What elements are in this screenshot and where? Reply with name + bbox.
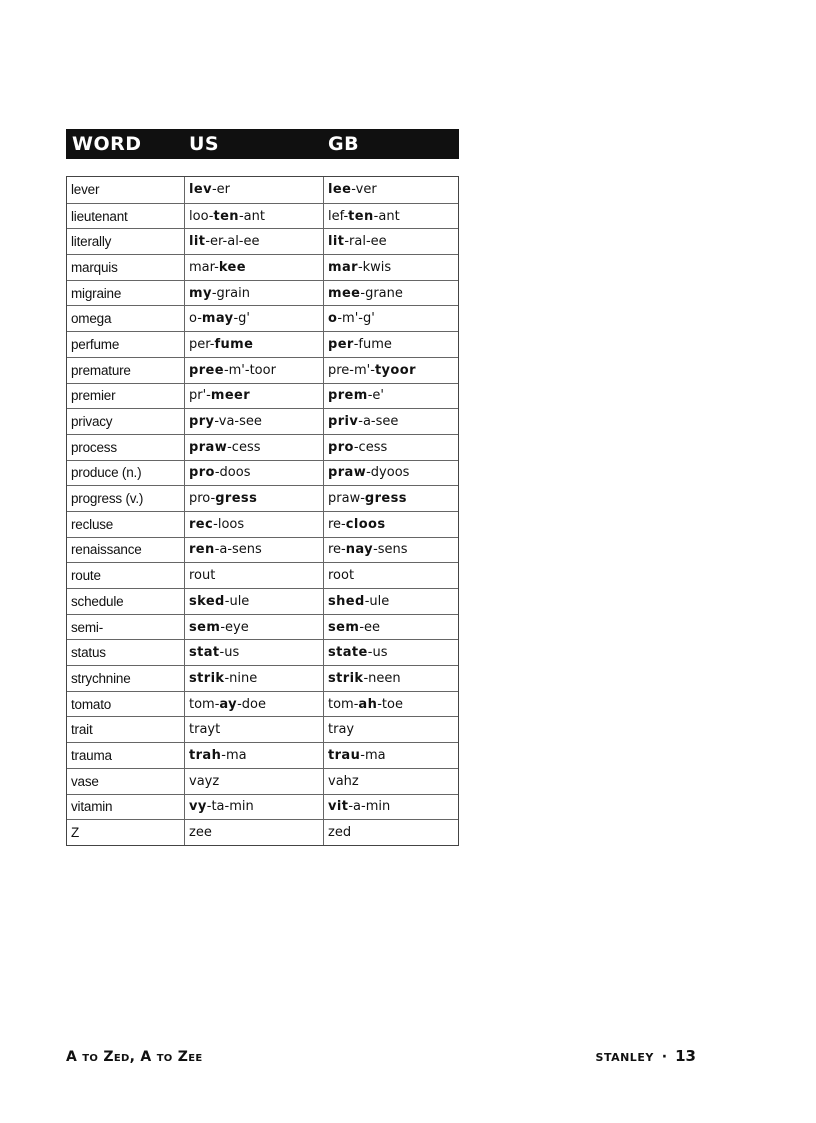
us-suffix: -eye: [220, 619, 249, 635]
gb-pronunciation-cell: [323, 204, 460, 229]
table-row: [67, 562, 458, 588]
us-suffix: -grain: [211, 285, 250, 301]
word-cell: produce (n.): [71, 465, 142, 481]
gb-suffix: -ule: [364, 593, 390, 609]
gb-stress: lit: [328, 234, 345, 250]
us-suffix: -er-al-ee: [205, 234, 260, 250]
table-row: [67, 331, 458, 357]
us-pronunciation-cell: [184, 563, 323, 588]
us-suffix: -us: [219, 645, 240, 661]
us-pronunciation-cell: [184, 281, 323, 306]
gb-stress: per: [328, 336, 354, 352]
table-row: [67, 768, 458, 794]
us-pronunciation-cell: [184, 486, 323, 511]
us-suffix: -doe: [237, 696, 266, 712]
us-pronunciation-cell: [184, 692, 323, 717]
us-stress: may: [201, 311, 234, 327]
gb-suffix: -ral-ee: [344, 234, 387, 250]
gb-pronunciation-cell: [323, 177, 460, 203]
gb-suffix: -a-see: [358, 414, 399, 430]
gb-pronunciation-cell: [323, 666, 460, 691]
gb-stress: vit: [328, 799, 349, 815]
word-cell: status: [71, 645, 106, 661]
gb-stress: shed: [328, 593, 365, 609]
us-pronunciation-cell: [184, 384, 323, 409]
us-pronunciation-cell: [184, 461, 323, 486]
gb-stress: mee: [328, 285, 361, 301]
gb-pronunciation-cell: [323, 820, 460, 845]
us-suffix: -doos: [214, 465, 251, 481]
us-stress: sked: [189, 593, 225, 609]
gb-stress: strik: [328, 670, 364, 686]
gb-pronunciation-cell: [323, 743, 460, 768]
word-cell: strychnine: [71, 670, 131, 686]
us-stress: strik: [189, 670, 225, 686]
us-stress: stat: [189, 645, 220, 661]
us-pronunciation-cell: [184, 743, 323, 768]
us-pronunciation-cell: [184, 306, 323, 331]
us-suffix: -ule: [224, 593, 250, 609]
footer-separator: ·: [661, 1049, 668, 1065]
header-us: US: [189, 133, 220, 155]
us-suffix: -cess: [227, 439, 261, 455]
gb-suffix: -fume: [353, 336, 392, 352]
us-suffix: -ma: [221, 747, 247, 763]
gb-suffix: -ma: [360, 747, 386, 763]
page-number: 13: [675, 1047, 696, 1065]
word-cell: migraine: [71, 285, 122, 301]
gb-suffix: -grane: [360, 285, 403, 301]
us-pronunciation-cell: [184, 512, 323, 537]
gb-prefix: tray: [328, 722, 355, 738]
gb-stress: praw: [328, 465, 367, 481]
gb-suffix: -dyoos: [366, 465, 410, 481]
gb-pronunciation-cell: [323, 589, 460, 614]
us-pronunciation-cell: [184, 615, 323, 640]
gb-prefix: root: [328, 568, 355, 584]
gb-pronunciation-cell: [323, 769, 460, 794]
table-row: [67, 434, 458, 460]
gb-pronunciation-cell: [323, 563, 460, 588]
us-pronunciation-cell: [184, 538, 323, 563]
word-cell: trait: [71, 722, 93, 738]
word-cell: route: [71, 568, 101, 584]
us-prefix: vayz: [189, 773, 220, 789]
us-suffix: -er: [211, 182, 230, 198]
table-row: [67, 305, 458, 331]
word-cell: marquis: [71, 259, 118, 275]
header-word: WORD: [72, 133, 142, 155]
word-cell: schedule: [71, 593, 124, 609]
footer-author: STANLEY: [595, 1051, 654, 1064]
gb-stress: state: [328, 645, 368, 661]
gb-pronunciation-cell: [323, 384, 460, 409]
gb-suffix: -ee: [359, 619, 380, 635]
us-prefix: pr'-: [189, 388, 211, 404]
table-row: [67, 280, 458, 306]
us-prefix: mar-: [189, 259, 219, 275]
us-prefix: trayt: [189, 722, 221, 738]
table-row: [67, 408, 458, 434]
us-stress: trah: [189, 747, 222, 763]
gb-stress: lee: [328, 182, 352, 198]
gb-stress: pro: [328, 439, 354, 455]
us-stress: pry: [189, 414, 215, 430]
us-prefix: zee: [189, 825, 212, 841]
us-suffix: -nine: [224, 670, 258, 686]
table-row: [67, 511, 458, 537]
us-prefix: pro-: [189, 491, 216, 507]
us-pronunciation-cell: [184, 640, 323, 665]
gb-pronunciation-cell: [323, 435, 460, 460]
us-stress: gress: [215, 491, 258, 507]
us-prefix: tom-: [189, 696, 220, 712]
gb-stress: sem: [328, 619, 360, 635]
word-cell: semi-: [71, 619, 103, 635]
us-pronunciation-cell: [184, 717, 323, 742]
gb-stress: trau: [328, 747, 361, 763]
us-stress: my: [189, 285, 212, 301]
gb-stress: gress: [364, 491, 407, 507]
table-row: [67, 228, 458, 254]
table-row: [67, 357, 458, 383]
us-suffix: -va-see: [214, 414, 262, 430]
table-row: [67, 639, 458, 665]
us-pronunciation-cell: [184, 229, 323, 254]
gb-prefix: vahz: [328, 773, 359, 789]
gb-suffix: -m'-g': [337, 311, 375, 327]
gb-stress: mar: [328, 259, 358, 275]
table-row: [67, 383, 458, 409]
word-cell: premature: [71, 362, 131, 378]
table-row: [67, 177, 458, 203]
us-suffix: -m'-toor: [223, 362, 276, 378]
us-suffix: -g': [233, 311, 251, 327]
word-cell: recluse: [71, 516, 114, 532]
gb-pronunciation-cell: [323, 640, 460, 665]
us-pronunciation-cell: [184, 358, 323, 383]
us-stress: lev: [189, 182, 212, 198]
gb-stress: tyoor: [374, 362, 416, 378]
us-stress: fume: [214, 336, 254, 352]
us-stress: pro: [189, 465, 215, 481]
us-stress: ren: [189, 542, 215, 558]
gb-stress: prem: [328, 388, 368, 404]
table-row: [67, 537, 458, 563]
word-cell: lever: [71, 182, 100, 198]
us-stress: ten: [213, 208, 239, 224]
us-stress: lit: [189, 234, 206, 250]
us-pronunciation-cell: [184, 769, 323, 794]
gb-pronunciation-cell: [323, 332, 460, 357]
word-cell: literally: [71, 234, 112, 250]
gb-prefix: pre-m'-: [328, 362, 375, 378]
us-stress: kee: [218, 259, 246, 275]
us-pronunciation-cell: [184, 820, 323, 845]
gb-stress: nay: [345, 542, 374, 558]
gb-prefix: praw-: [328, 491, 365, 507]
gb-pronunciation-cell: [323, 615, 460, 640]
table-row: [67, 716, 458, 742]
us-prefix: loo-: [189, 208, 214, 224]
gb-suffix: -kwis: [357, 259, 392, 275]
table-row: [67, 665, 458, 691]
gb-pronunciation-cell: [323, 461, 460, 486]
gb-stress: priv: [328, 414, 359, 430]
gb-prefix: lef-: [328, 208, 349, 224]
table-row: [67, 203, 458, 229]
footer-page-info: [596, 1047, 696, 1065]
header-gb: GB: [328, 133, 360, 155]
word-cell: process: [71, 439, 117, 455]
table-row: [67, 794, 458, 820]
us-prefix: rout: [189, 568, 216, 584]
us-pronunciation-cell: [184, 589, 323, 614]
us-pronunciation-cell: [184, 255, 323, 280]
table-row: [67, 691, 458, 717]
table-row: [67, 254, 458, 280]
us-stress: pree: [189, 362, 224, 378]
us-pronunciation-cell: [184, 409, 323, 434]
gb-pronunciation-cell: [323, 358, 460, 383]
gb-suffix: -ver: [351, 182, 377, 198]
gb-suffix: -ant: [373, 208, 400, 224]
gb-prefix: re-: [328, 542, 346, 558]
us-prefix: per-: [189, 336, 215, 352]
us-suffix: -ta-min: [206, 799, 254, 815]
footer-title: A to Zed, A to Zee: [66, 1049, 203, 1065]
us-stress: rec: [189, 516, 214, 532]
us-stress: sem: [189, 619, 221, 635]
pronunciation-table: [66, 129, 459, 846]
us-stress: meer: [210, 388, 251, 404]
gb-stress: o: [328, 311, 338, 327]
gb-pronunciation-cell: [323, 306, 460, 331]
gb-suffix: -us: [367, 645, 388, 661]
table-header: [66, 129, 459, 159]
word-cell: renaissance: [71, 542, 142, 558]
us-pronunciation-cell: [184, 666, 323, 691]
gb-suffix: -neen: [363, 670, 401, 686]
gb-pronunciation-cell: [323, 409, 460, 434]
gb-pronunciation-cell: [323, 512, 460, 537]
word-cell: vitamin: [71, 799, 113, 815]
word-cell: lieutenant: [71, 208, 128, 224]
gb-pronunciation-cell: [323, 692, 460, 717]
word-cell: premier: [71, 388, 116, 404]
gb-suffix: -toe: [377, 696, 403, 712]
us-stress: praw: [189, 439, 228, 455]
us-stress: vy: [189, 799, 207, 815]
word-cell: omega: [71, 311, 112, 327]
gb-suffix: -e': [367, 388, 384, 404]
gb-prefix: re-: [328, 516, 346, 532]
us-pronunciation-cell: [184, 332, 323, 357]
table-row: [67, 460, 458, 486]
us-pronunciation-cell: [184, 177, 323, 203]
us-prefix: o-: [189, 311, 202, 327]
table-row: [67, 485, 458, 511]
word-cell: privacy: [71, 414, 113, 430]
gb-stress: ah: [358, 696, 378, 712]
us-suffix: -ant: [238, 208, 265, 224]
word-cell: Z: [71, 825, 80, 841]
word-cell: perfume: [71, 336, 120, 352]
us-pronunciation-cell: [184, 795, 323, 820]
word-cell: tomato: [71, 696, 112, 712]
table-row: [67, 588, 458, 614]
table-row: [67, 614, 458, 640]
gb-prefix: tom-: [328, 696, 359, 712]
us-pronunciation-cell: [184, 435, 323, 460]
us-stress: ay: [219, 696, 238, 712]
gb-pronunciation-cell: [323, 281, 460, 306]
gb-pronunciation-cell: [323, 229, 460, 254]
gb-pronunciation-cell: [323, 795, 460, 820]
gb-pronunciation-cell: [323, 538, 460, 563]
gb-prefix: zed: [328, 825, 352, 841]
us-suffix: -a-sens: [214, 542, 262, 558]
gb-suffix: -sens: [373, 542, 408, 558]
table-row: [67, 819, 458, 845]
gb-pronunciation-cell: [323, 717, 460, 742]
gb-stress: cloos: [345, 516, 386, 532]
word-cell: vase: [71, 773, 99, 789]
us-suffix: -loos: [213, 516, 245, 532]
word-cell: progress (v.): [71, 491, 144, 507]
table-body: [66, 176, 459, 846]
us-pronunciation-cell: [184, 204, 323, 229]
table-row: [67, 742, 458, 768]
gb-suffix: -a-min: [348, 799, 391, 815]
gb-pronunciation-cell: [323, 255, 460, 280]
gb-stress: ten: [348, 208, 374, 224]
gb-pronunciation-cell: [323, 486, 460, 511]
word-cell: trauma: [71, 747, 112, 763]
gb-suffix: -cess: [353, 439, 388, 455]
